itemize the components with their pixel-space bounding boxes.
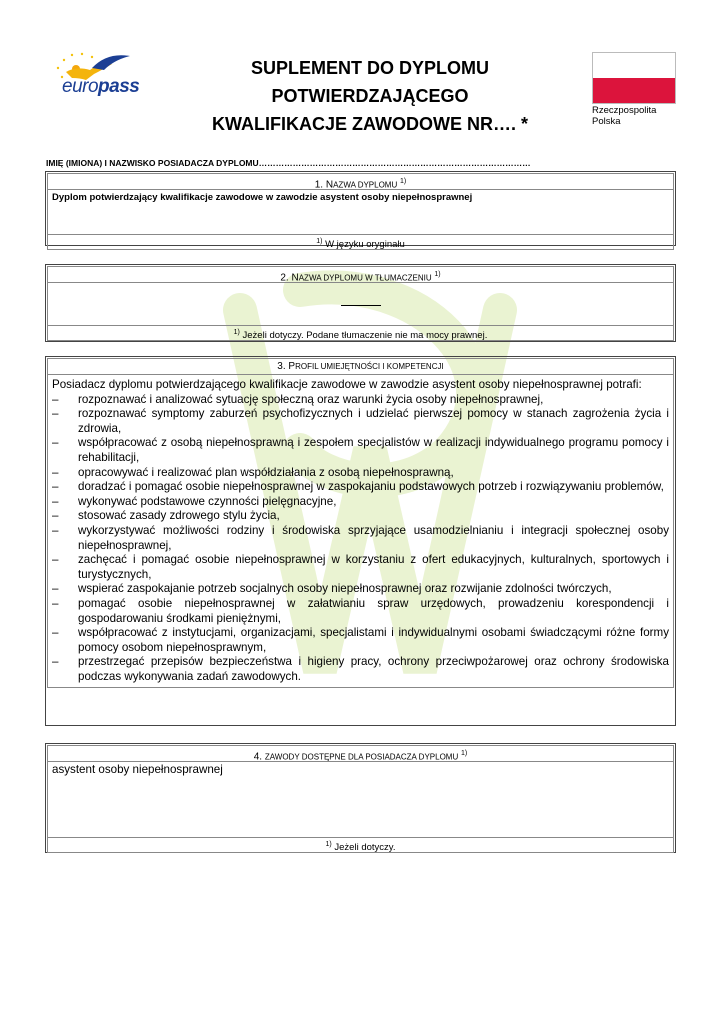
section-1-number: 1. bbox=[314, 179, 324, 191]
skills-intro: Posiadacz dyplomu potwierdzającego kwalifikacje zawodowe w zawodzie asystent osoby niepełnosprawnej potrafi: bbox=[52, 378, 642, 391]
country-line-2: Polska bbox=[592, 116, 621, 127]
section-2-header bbox=[48, 267, 673, 283]
section-4-footnote-mark: 1) bbox=[461, 750, 468, 757]
logo-text-bold: pass bbox=[98, 76, 140, 97]
country-line-1: Rzeczpospolita bbox=[592, 105, 657, 116]
list-item: – wykonywać podstawowe czynności pielęgnacyjne, bbox=[52, 495, 669, 510]
list-item: – rozpoznawać symptomy zaburzeń psychofizycznych i udzielać pierwszej pomocy w stanach zagrożenia życia i zdrowia, bbox=[52, 407, 669, 436]
list-item: – zachęcać i pomagać osobie niepełnosprawnej w korzystaniu z ofert edukacyjnych, kulturalnych, sportowych i turystycznych, bbox=[52, 553, 669, 582]
section-2-footer-text: Jeżeli dotyczy. Podane tłumaczenie nie ma mocy prawnej. bbox=[242, 330, 488, 342]
section-3-heading: ROFIL UMIEJĘTNOŚCI I KOMPETENCJI bbox=[295, 362, 444, 371]
section-1-heading: AZWA DYPLOMU bbox=[333, 180, 398, 190]
title-line-1: SUPLEMENT DO DYPLOMU POTWIERDZAJĄCEGO bbox=[250, 58, 489, 106]
section-2-footer-mark: 1) bbox=[233, 329, 240, 336]
list-item: – współpracować z instytucjami, organizacjami, specjalistami i indywidualnymi osobami świadczącymi różne formy pomocy osobom niepełnosprawnym, bbox=[52, 626, 669, 655]
section-3-number: 3. bbox=[277, 361, 286, 372]
skills-list bbox=[52, 393, 669, 685]
section-3-content bbox=[48, 375, 673, 687]
section-1-footer-mark: 1) bbox=[316, 238, 323, 245]
logo-text-light: euro bbox=[62, 76, 99, 97]
section-diploma-translation bbox=[45, 264, 676, 342]
section-3-header bbox=[48, 359, 673, 375]
document-title bbox=[165, 54, 575, 138]
section-4-number: 4. bbox=[253, 751, 263, 763]
section-4-footer-text: Jeżeli dotyczy. bbox=[334, 842, 396, 854]
list-item: – doradzać i pomagać osobie niepełnosprawnej w zaspokajaniu podstawowych potrzeb i rozwiązywaniu problemów, bbox=[52, 480, 669, 495]
section-2-footer bbox=[48, 325, 673, 340]
list-item: – stosować zasady zdrowego stylu życia, bbox=[52, 509, 669, 524]
section-4-heading: ZAWODY DOSTĘPNE DLA POSIADACZA DYPLOMU bbox=[264, 752, 459, 762]
section-3-heading-first: P bbox=[288, 361, 296, 372]
blank-line bbox=[341, 305, 381, 306]
section-1-content: Dyplom potwierdzający kwalifikacje zawodowe w zawodzie asystent osoby niepełnosprawnej bbox=[52, 192, 473, 203]
section-4-content: asystent osoby niepełnosprawnej bbox=[52, 763, 223, 776]
title-line-2: KWALIFIKACJE ZAWODOWE NR…. * bbox=[212, 114, 528, 134]
section-4-header bbox=[48, 746, 673, 762]
section-diploma-name bbox=[45, 171, 676, 251]
country-name bbox=[592, 105, 656, 127]
section-2-heading: AZWA DYPLOMU W TŁUMACZENIU bbox=[298, 273, 432, 283]
poland-flag-icon bbox=[592, 52, 676, 104]
section-occupations bbox=[45, 743, 676, 853]
section-2-content bbox=[48, 283, 673, 325]
section-4-footer bbox=[48, 837, 673, 852]
list-item: – współpracować z osobą niepełnosprawną i zespołem specjalistów w realizacji indywidualnego programu pomocy i rehabilitacji, bbox=[52, 436, 669, 465]
flag-white-stripe bbox=[593, 53, 675, 78]
section-4-footer-mark: 1) bbox=[325, 841, 332, 848]
list-item: – opracowywać i realizować plan współdziałania z osobą niepełnosprawną, bbox=[52, 466, 669, 481]
holder-name-line: IMIĘ (IMIONA) I NAZWISKO POSIADACZA DYPLOMU…………………………………………………………………………………… bbox=[46, 158, 531, 168]
list-item: – wspierać zaspokajanie potrzeb socjalnych osoby niepełnosprawnej oraz rozwijanie zdolności twórczych, bbox=[52, 582, 669, 597]
europass-logo bbox=[52, 50, 150, 100]
list-item: – pomagać osobie niepełnosprawnej w załatwianiu spraw urzędowych, prowadzeniu korespondencji i gospodarowaniu środkami pieniężnymi, bbox=[52, 597, 669, 626]
list-item: – rozpoznawać i analizować sytuację społeczną oraz warunki życia osoby niepełnosprawnej, bbox=[52, 393, 669, 408]
list-item: – wykorzystywać możliwości rodziny i środowiska sprzyjające usamodzielnianiu i integracji społecznej osoby niepełnosprawnej, bbox=[52, 524, 669, 553]
section-1-footer bbox=[48, 234, 673, 249]
section-1-heading-first: N bbox=[325, 179, 334, 191]
section-2-number: 2. bbox=[280, 272, 289, 284]
flag-red-stripe bbox=[593, 78, 675, 103]
section-2-heading-first: N bbox=[291, 272, 299, 284]
section-2-footnote-mark: 1) bbox=[434, 271, 441, 278]
list-item: – przestrzegać przepisów bezpieczeństwa i higieny pracy, ochrony przeciwpożarowej oraz ochrony środowiska podczas wykonywania zadań zawodowych. bbox=[52, 655, 669, 684]
section-skills-profile bbox=[45, 356, 676, 726]
section-1-header bbox=[48, 174, 673, 190]
section-1-footer-text: W języku oryginału bbox=[325, 239, 405, 251]
section-1-footnote-mark: 1) bbox=[400, 178, 407, 185]
